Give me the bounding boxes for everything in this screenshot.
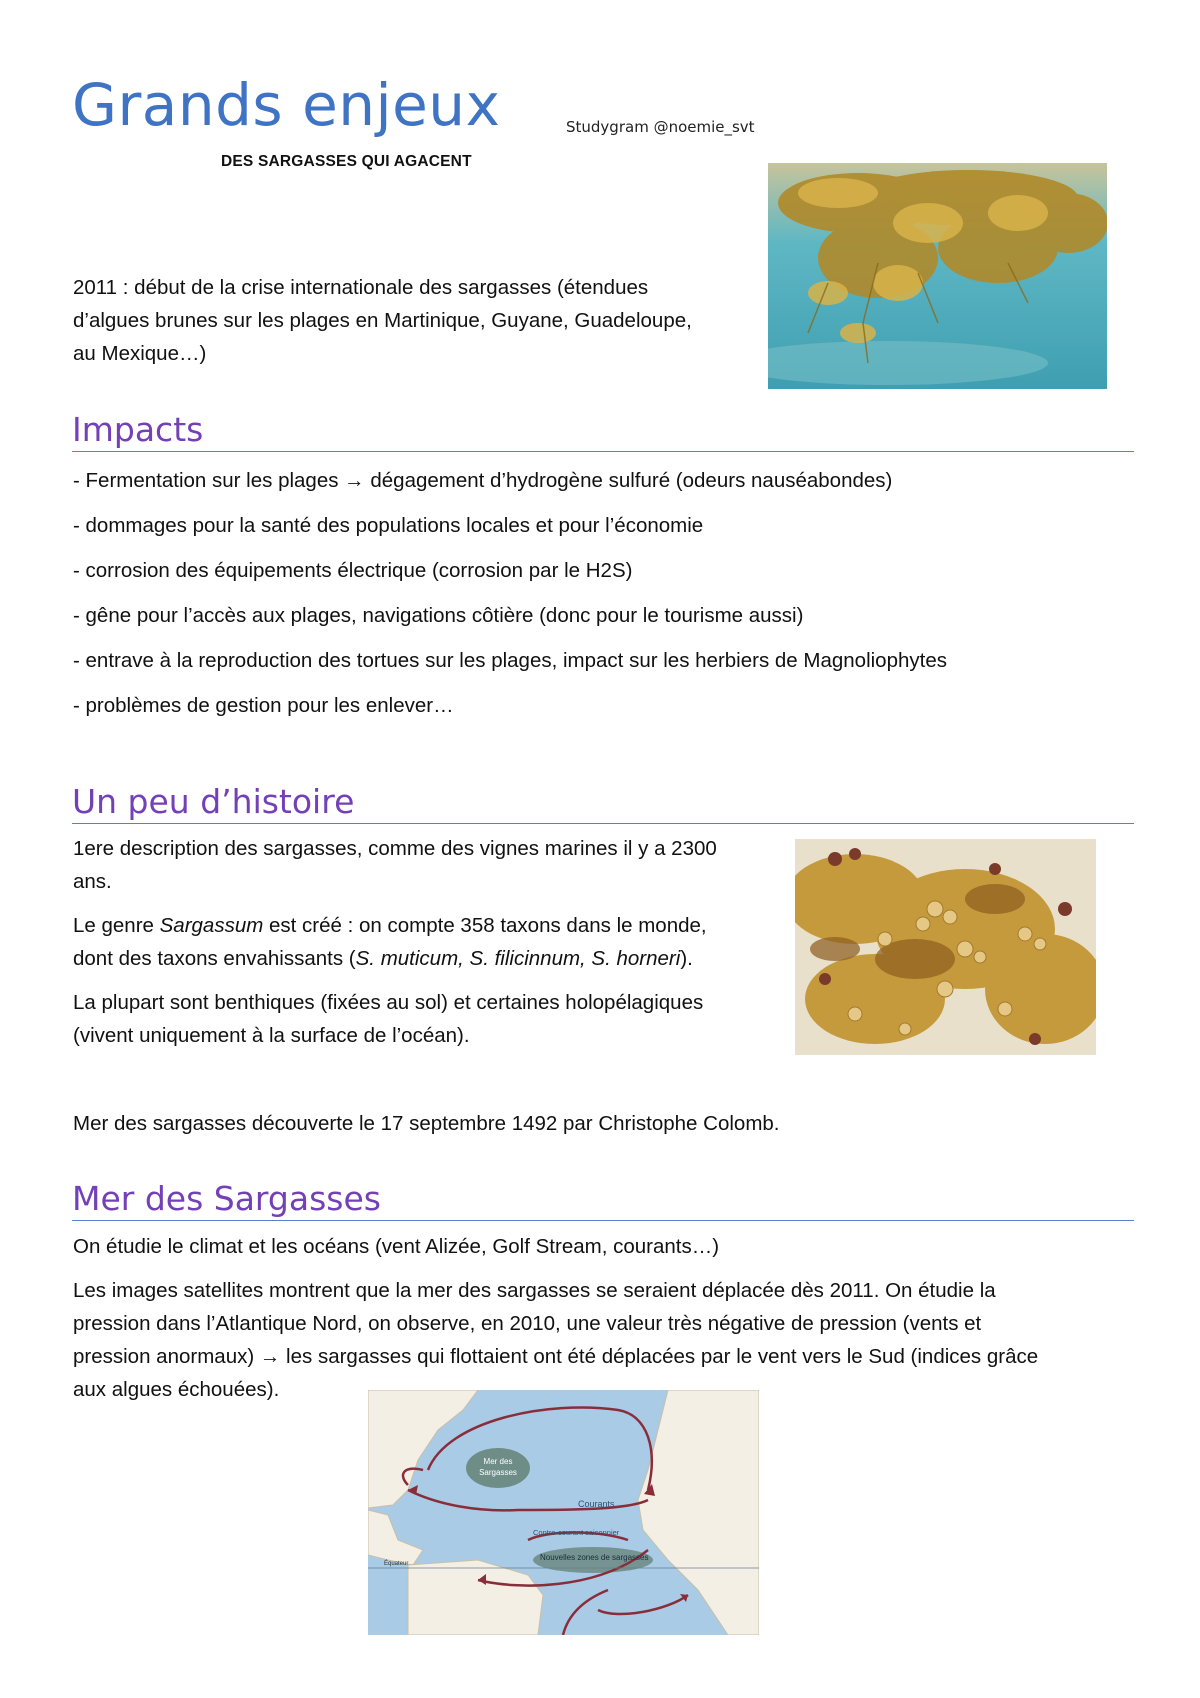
species-names: S. muticum, S. filicinnum, S. horneri [355,947,681,970]
intro-line: 2011 : début de la crise internationale des sargasses (étendues [73,276,649,299]
history-heading: Un peu d’histoire [72,783,1134,824]
new-zones-label: Nouvelles zones de sargasses [540,1553,649,1562]
page-subtitle: DES SARGASSES QUI AGACENT [221,153,472,170]
list-item: - corrosion des équipements électrique (corrosion par le H2S) [73,559,633,582]
sargassum-closeup-photo [795,839,1096,1055]
sea-line: pression anormaux) → les sargasses qui flottaient ont été déplacées par le vent vers le Sud (indices grâce [73,1345,1039,1368]
list-item: - entrave à la reproduction des tortues sur les plages, impact sur les herbiers de Magnoliophytes [73,649,947,672]
text-span: ). [680,947,693,970]
genus-name: Sargassum [159,914,264,937]
history-paragraph-4: Mer des sargasses découverte le 17 septembre 1492 par Christophe Colomb. [73,1112,780,1135]
sea-paragraph-2 [73,1274,1038,1406]
list-item: - problèmes de gestion pour les enlever… [73,694,454,717]
sea-label-2: Sargasses [479,1468,517,1477]
currents-label: Courants [578,1499,615,1509]
sargassum-underwater-photo [768,163,1107,389]
history-line: 1ere description des sargasses, comme des vignes marines il y a 2300 [73,837,717,860]
intro-paragraph [73,271,692,370]
history-line [73,942,707,975]
author-credit: Studygram @noemie_svt [566,118,755,136]
sargasso-sea-heading: Mer des Sargasses [72,1180,1134,1221]
history-line: La plupart sont benthiques (fixées au sol) et certaines holopélagiques [73,991,704,1014]
list-item: - Fermentation sur les plages → dégagement d’hydrogène sulfuré (odeurs nauséabondes) [73,469,893,492]
counter-current-label: Contre-courant saisonnier [533,1528,620,1537]
history-paragraph-3 [73,986,703,1052]
history-line: (vivent uniquement à la surface de l’océan). [73,1024,470,1047]
history-line [73,909,707,942]
list-item: - dommages pour la santé des populations locales et pour l’économie [73,514,704,537]
sea-line: Les images satellites montrent que la mer des sargasses se seraient déplacée dès 2011. On étudie la [73,1279,996,1302]
list-item: - gêne pour l’accès aux plages, navigations côtière (donc pour le tourisme aussi) [73,604,804,627]
sea-line: pression dans l’Atlantique Nord, on observe, en 2010, une valeur très négative de pression (vents et [73,1312,982,1335]
text-span: dont des taxons envahissants ( [73,947,356,970]
equator-label: Équateur [384,1561,409,1567]
atlantic-currents-map [368,1390,759,1635]
text-span: Le genre [73,914,160,937]
sea-paragraph-1: On étudie le climat et les océans (vent Alizée, Golf Stream, courants…) [73,1235,720,1258]
intro-line: au Mexique…) [73,342,207,365]
impacts-list [73,458,947,728]
history-paragraph-1 [73,832,717,898]
history-paragraph-2 [73,909,707,975]
history-line: ans. [73,870,112,893]
text-span: est créé : on compte 358 taxons dans le monde, [263,914,707,937]
page-title: Grands enjeux [72,71,501,139]
impacts-heading: Impacts [72,411,1134,452]
sea-line: aux algues échouées). [73,1378,280,1401]
sea-label-1: Mer des [483,1457,513,1466]
intro-line: d’algues brunes sur les plages en Martinique, Guyane, Guadeloupe, [73,309,692,332]
